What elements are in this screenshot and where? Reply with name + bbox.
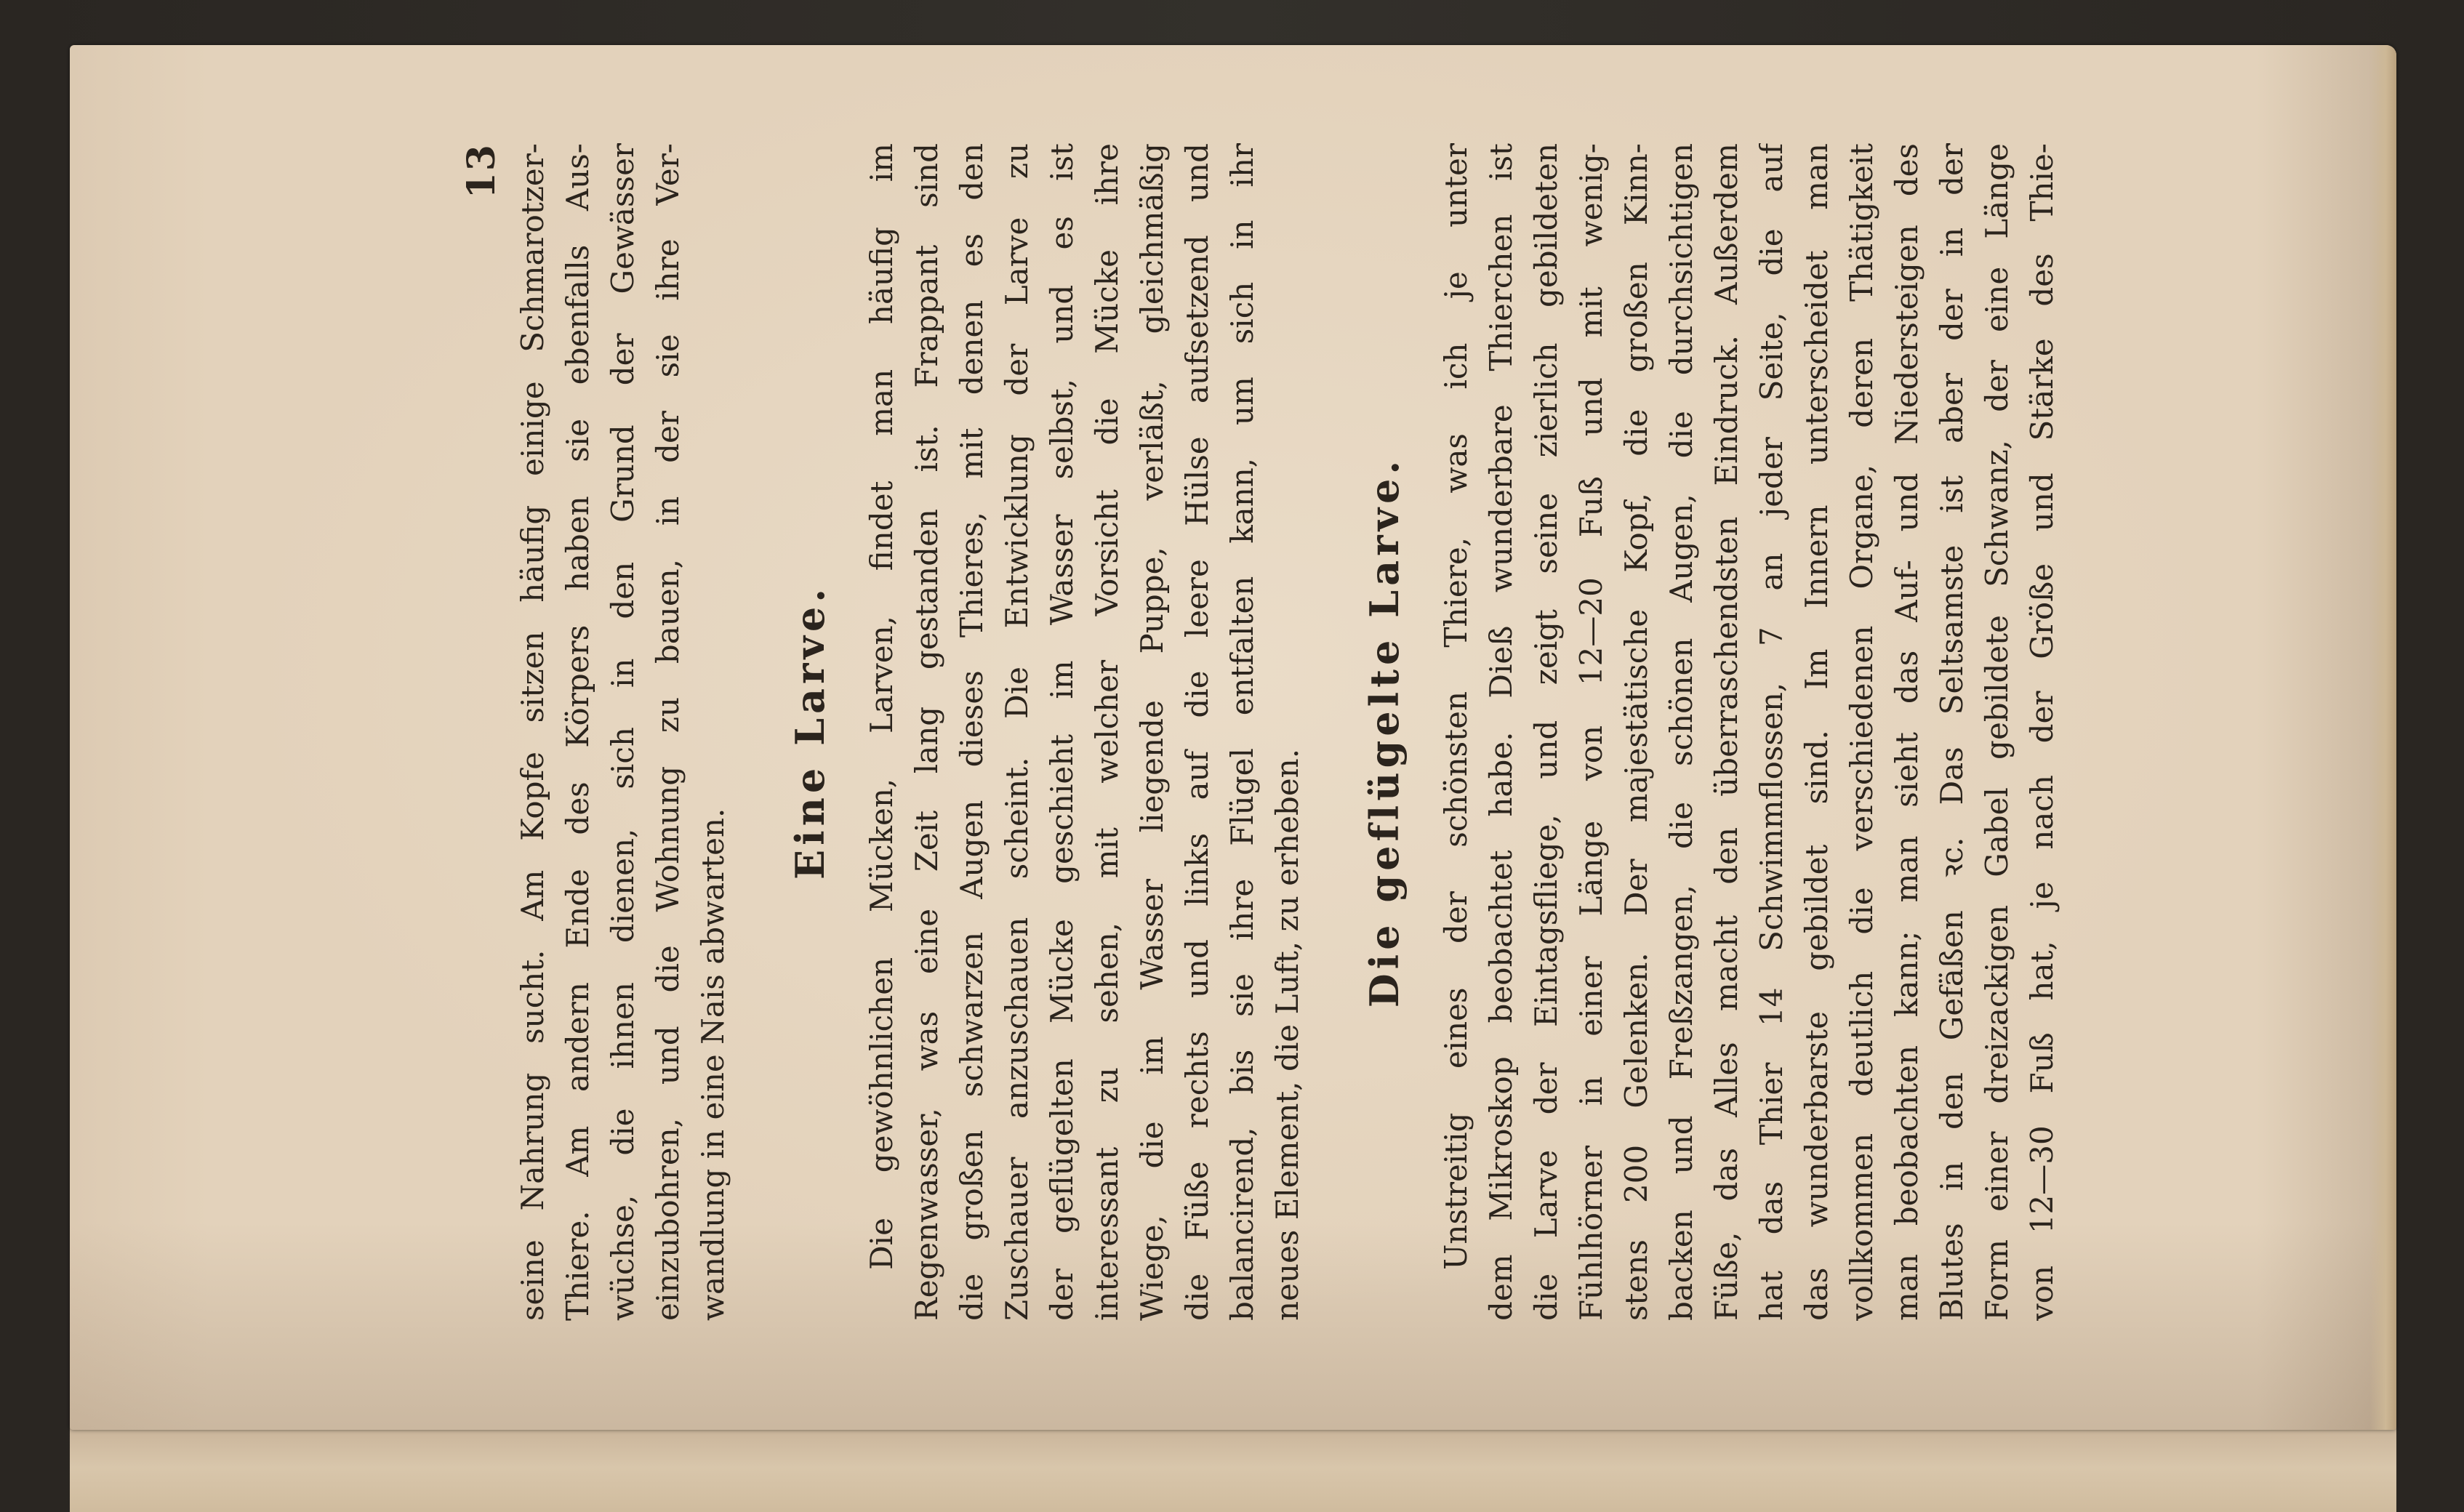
text-line: seine Nahrung sucht. Am Kopfe sitzen häufig einige Schmarotzer- xyxy=(515,143,550,1321)
text-line: Die gewöhnlichen Mücken, Larven, findet man häufig im xyxy=(864,143,899,1270)
text-line: Thiere. Am andern Ende des Körpers haben sie ebenfalls Aus- xyxy=(560,143,595,1321)
text-line: dem Mikroskop beobachtet habe. Dieß wunderbare Thierchen ist xyxy=(1483,143,1519,1321)
page-number: 13 xyxy=(460,143,504,199)
text-line: stens 200 Gelenken. Der majestätische Kopf, die großen Kinn- xyxy=(1618,143,1654,1321)
text-line: neues Element, die Luft, zu erheben. xyxy=(1269,748,1305,1321)
section2-paragraph xyxy=(1434,143,2060,1321)
text-line: Füße, das Alles macht den überraschendsten Eindruck. Außerdem xyxy=(1709,143,1744,1321)
text-line: der geflügelten Mücke geschieht im Wasser selbst, und es ist xyxy=(1044,143,1080,1321)
text-line: wandlung in eine Nais abwarten. xyxy=(695,808,731,1321)
text-line: einzubohren, und die Wohnung zu bauen, in der sie ihre Ver- xyxy=(650,143,686,1321)
text-line: von 12—30 Fuß hat, je nach der Größe und Stärke des Thie- xyxy=(2024,143,2060,1321)
section-heading-gefluegelte-larve: Die geflügelte Larve. xyxy=(1361,456,1408,1008)
text-line: vollkommen deutlich die verschiedenen Organe, deren Thätigkeit xyxy=(1844,143,1879,1321)
text-line: Form einer dreizackigen Gabel gebildete Schwanz, der eine Länge xyxy=(1979,143,2015,1321)
text-line: die großen schwarzen Augen dieses Thieres, mit denen es den xyxy=(954,143,990,1321)
book-page xyxy=(70,45,2396,1430)
intro-paragraph xyxy=(510,143,736,1321)
text-line: hat das Thier 14 Schwimmflossen, 7 an jeder Seite, die auf xyxy=(1754,143,1789,1321)
facing-page-edge xyxy=(70,1425,2396,1512)
text-line: Blutes in den Gefäßen ꝛc. Das Seltsamste ist aber der in der xyxy=(1934,143,1970,1321)
text-line: Unstreitig eines der schönsten Thiere, was ich je unter xyxy=(1438,143,1474,1270)
section-heading-eine-larve: Eine Larve. xyxy=(787,584,833,880)
text-line: balancirend, bis sie ihre Flügel entfalten kann, um sich in ihr xyxy=(1224,143,1260,1321)
text-line: interessant zu sehen, mit welcher Vorsicht die Mücke ihre xyxy=(1089,143,1125,1321)
text-line: Fühlhörner in einer Länge von 12—20 Fuß und mit wenig- xyxy=(1573,143,1609,1321)
rotated-text-block xyxy=(460,56,2396,1321)
text-line: die Larve der Eintagsfliege, und zeigt seine zierlich gebildeten xyxy=(1528,143,1564,1321)
text-line: die Füße rechts und links auf die leere Hülse aufsetzend und xyxy=(1179,143,1215,1321)
text-line: das wunderbarste gebildet sind. Im Innern unterscheidet man xyxy=(1799,143,1834,1321)
text-line: Wiege, die im Wasser liegende Puppe, verläßt, gleichmäßig xyxy=(1134,143,1170,1321)
text-line: Regenwasser, was eine Zeit lang gestanden ist. Frappant sind xyxy=(909,143,944,1321)
text-line: backen und Freßzangen, die schönen Augen, die durchsichtigen xyxy=(1664,143,1699,1321)
text-line: wüchse, die ihnen dienen, sich in den Grund der Gewässer xyxy=(605,143,641,1321)
text-line: Zuschauer anzuschauen scheint. Die Entwicklung der Larve zu xyxy=(999,143,1035,1321)
text-line: man beobachten kann; man sieht das Auf- und Niedersteigen des xyxy=(1889,143,1925,1321)
section1-paragraph xyxy=(859,143,1310,1321)
